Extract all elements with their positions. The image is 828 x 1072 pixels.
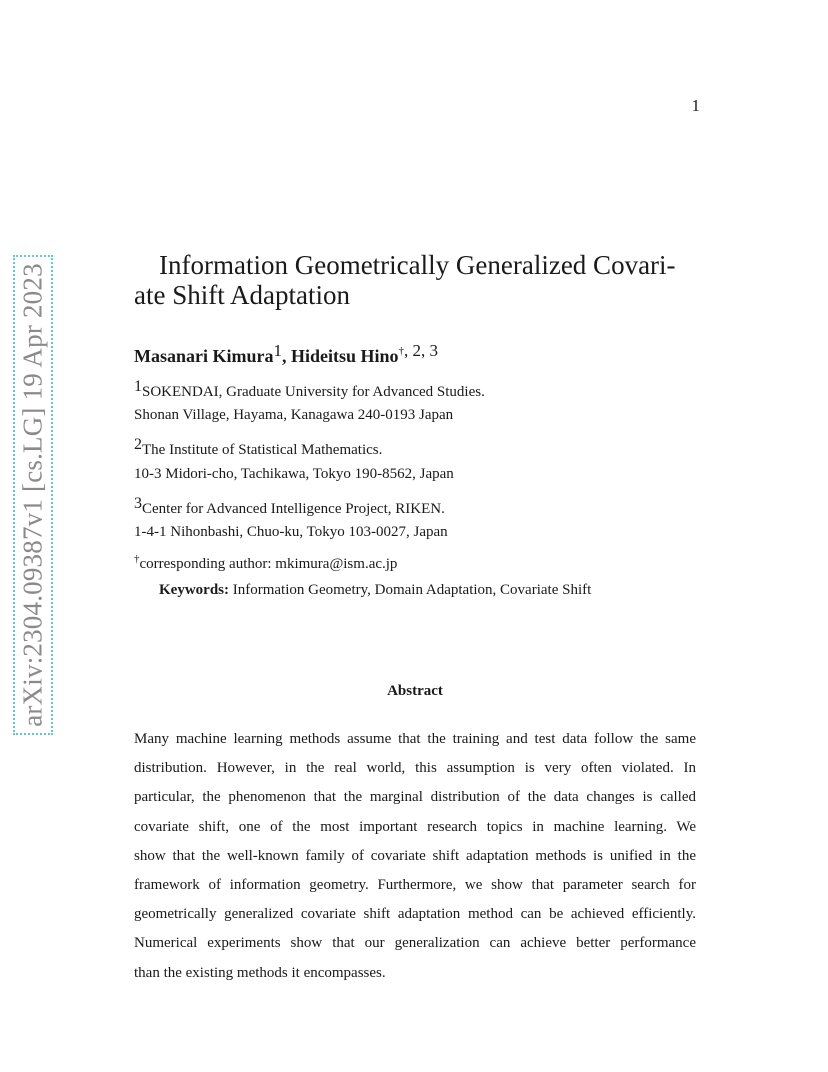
author-2-affiliation-marks: , 2, 3: [404, 341, 439, 360]
abstract-line: Many machine learning methods assume that the training and test data follow the same: [134, 731, 696, 747]
affiliation-1-name: SOKENDAI, Graduate University for Advanced Studies.: [142, 384, 485, 400]
abstract-body: [134, 725, 696, 988]
affiliation-2-address: 10-3 Midori-cho, Tachikawa, Tokyo 190-8562, Japan: [134, 466, 454, 482]
author-name-1: Masanari Kimura: [134, 346, 274, 366]
affiliation-3-address: 1-4-1 Nihonbashi, Chuo-ku, Tokyo 103-0027, Japan: [134, 524, 448, 540]
abstract-line: geometrically generalized covariate shift adaptation method can be achieved efficiently.: [134, 906, 696, 923]
author-1-affiliation-mark: 1: [273, 341, 282, 360]
author-2-dagger-mark: †: [398, 345, 405, 357]
arxiv-id: arXiv:2304.09387v1 [cs.LG] 19 Apr 2023: [17, 263, 48, 727]
abstract-line: Numerical experiments show that our generalization can achieve better performance: [134, 935, 696, 952]
affiliation-3: [134, 495, 445, 518]
affiliation-2-name: The Institute of Statistical Mathematics.: [142, 442, 383, 458]
abstract-line: framework of information geometry. Furthermore, we show that parameter search for: [134, 876, 696, 893]
abstract-line: than the existing methods it encompasses.: [134, 964, 386, 981]
abstract-heading: Abstract: [387, 683, 443, 699]
affiliation-2: [134, 436, 382, 459]
keywords: [159, 582, 591, 599]
abstract-line: covariate shift, one of the most important research topics in machine learning. We: [134, 818, 696, 835]
affiliation-3-name: Center for Advanced Intelligence Project, RIKEN.: [142, 501, 445, 517]
affiliation-1: [134, 378, 485, 401]
keywords-label: Keywords:: [159, 582, 229, 598]
corresponding-author-text: corresponding author: mkimura@ism.ac.jp: [139, 556, 398, 572]
corresponding-author: [134, 553, 397, 573]
arxiv-stamp: [13, 255, 53, 735]
author-name-2: Hideitsu Hino: [291, 346, 399, 366]
affiliation-1-address: Shonan Village, Hayama, Kanagawa 240-0193 Japan: [134, 407, 454, 423]
title-line-1: Information Geometrically Generalized Covari-: [159, 250, 676, 280]
corresponding-dagger-mark: †: [134, 553, 140, 565]
author-separator: ,: [282, 346, 291, 366]
keywords-text: Information Geometry, Domain Adaptation, Covariate Shift: [232, 582, 592, 598]
abstract-line: distribution. However, in the real world, this assumption is very often violated. In: [134, 760, 696, 777]
affiliation-2-number: 2: [134, 436, 142, 453]
title-line-2: ate Shift Adaptation: [134, 280, 350, 310]
affiliation-1-number: 1: [134, 378, 142, 395]
affiliation-3-number: 3: [134, 495, 142, 512]
page-number: 1: [691, 96, 700, 115]
author-list: [134, 341, 438, 367]
abstract-line: show that the well-known family of covariate shift adaptation methods is unified in the: [134, 847, 696, 864]
paper-title: [134, 250, 704, 310]
abstract-line: particular, the phenomenon that the marginal distribution of the data changes is called: [134, 789, 696, 806]
